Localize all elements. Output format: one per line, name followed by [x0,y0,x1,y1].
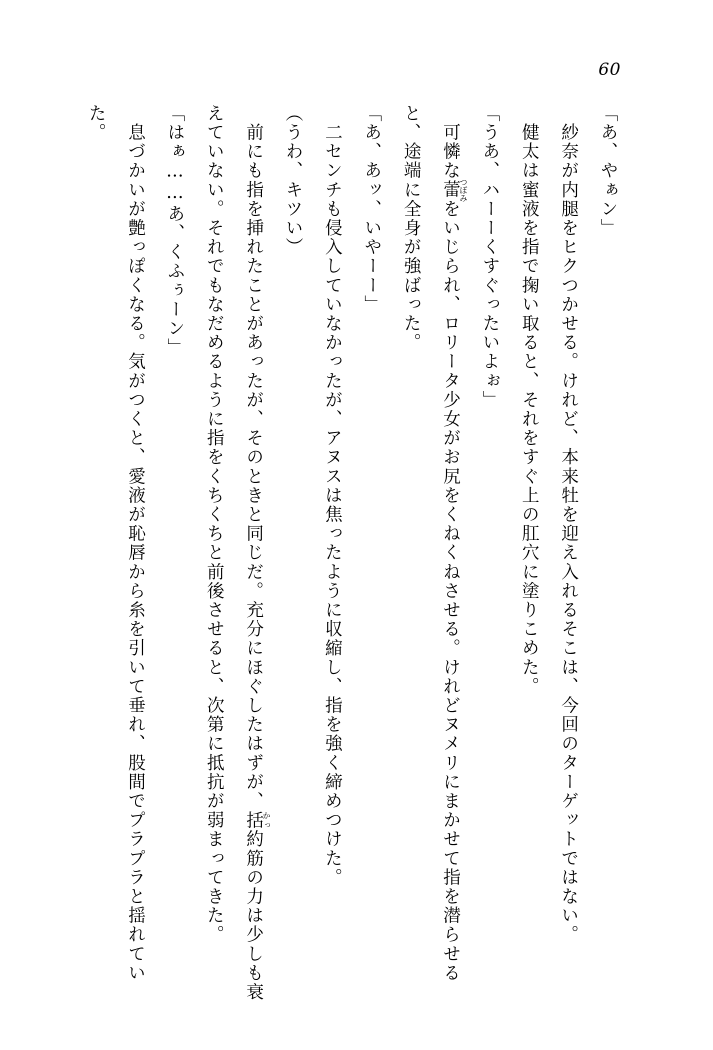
paragraph: 二センチも侵入していなかったが、アヌスは焦ったように収縮し、指を強く締めつけた。 [322,104,343,888]
paragraph: 健太は蜜液を指で掬い取ると、それをすぐ上の肛穴に塗りこめた。 [519,104,540,697]
paragraph: 紗奈が内腿をヒクつかせる。けれど、本来牡を迎え入れるそこは、今回のターゲットではない。 [558,104,579,945]
paragraph: 息づかいが艶っぽくなる。気がつくと、愛液が恥唇から糸を引いて垂れ、股間でプラプラと揺れていた。 [86,104,146,983]
paragraph: 「あ、やぁン」 [598,104,618,238]
page-body-text [58,104,627,1004]
paragraph: 可憐な蕾つぼみをいじられ、ロリータ少女がお尻をくねくねさせる。けれどヌメリにまかせて指を潜らせると、途端に全身が強ばった。 [401,104,468,983]
page-number: 60 [598,60,621,80]
paragraph: （うわ、キツい） [283,104,303,257]
paragraph: 「はぁ……あ、くふぅーン」 [164,104,185,358]
paragraph: 「うあ、ハーーくすぐったいよぉ」 [479,104,500,410]
paragraph: 前にも指を挿れたことがあったが、そのときと同じだ。充分にほぐしたはずが、括かっ約筋の力は少しも衰えていない。それでもなだめるように指をくちくちと前後させると、次第に抵抗が弱まってきた。 [204,104,272,1002]
paragraph: 「あ、あッ、いやーー」 [361,104,382,315]
